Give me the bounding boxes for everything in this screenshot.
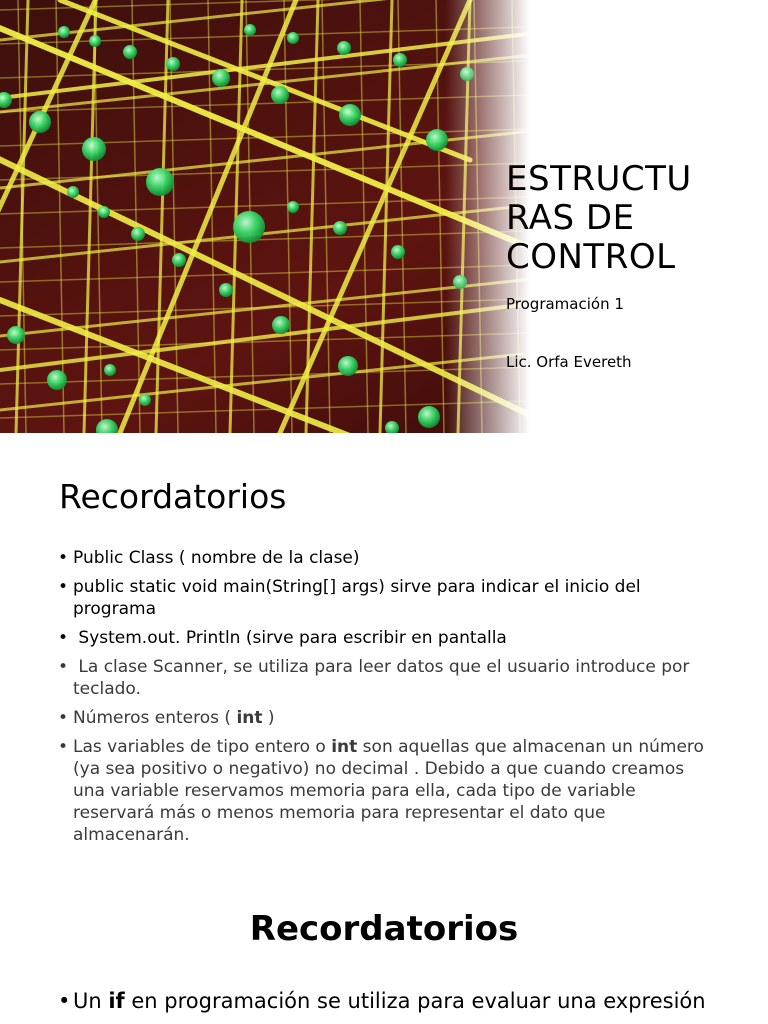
bullet-text: La clase Scanner, se utiliza para leer datos que el usuario introduce por teclado. — [73, 657, 695, 699]
bullet-item — [58, 736, 718, 846]
bullet-bold: int — [236, 708, 263, 728]
subtitle: Programación 1 — [506, 295, 624, 313]
slide-heading: Recordatorios — [59, 477, 287, 516]
if-slide — [0, 863, 768, 1024]
bullet-item — [58, 576, 718, 620]
bullet-item — [58, 656, 718, 700]
title-slide — [0, 0, 768, 433]
bullet-item — [58, 707, 718, 729]
bullet-text: Las variables de tipo entero o — [73, 737, 332, 757]
title-line: ESTRUCTU — [506, 159, 692, 199]
paragraph — [58, 987, 733, 1015]
paragraph-text: Un — [73, 989, 109, 1013]
bullet-text: son aquellas que almacenan un número (ya sea positivo o negativo) no decimal . Debido a que cuando creamos una variable reservamos memoria para ella, cada tipo de variable reservará más o menos memoria para representar el dato que almacenarán. — [73, 737, 704, 845]
title-line: CONTROL — [506, 237, 676, 277]
bullet-text: public static void main(String[] args) sirve para indicar el inicio del programa — [73, 577, 641, 619]
title-line: RAS DE — [506, 198, 635, 238]
bullet-item — [58, 627, 718, 649]
bullet-text: ) — [262, 708, 275, 728]
reminders-slide — [0, 433, 768, 863]
paragraph-bold: if — [108, 989, 125, 1013]
bullet-list — [58, 547, 718, 853]
bullet-text: Números enteros ( — [73, 708, 237, 728]
author: Lic. Orfa Evereth — [506, 353, 632, 371]
bullet-text: System.out. Println (sirve para escribir en pantalla — [73, 628, 507, 648]
presentation-title — [506, 160, 756, 277]
slide-heading: Recordatorios — [249, 909, 519, 949]
paragraph-text: en programación se utiliza para evaluar una expresión — [124, 989, 706, 1013]
bullet-item — [58, 547, 718, 569]
bullet-text: Public Class ( nombre de la clase) — [73, 548, 360, 568]
bullet-bold: int — [331, 737, 358, 757]
